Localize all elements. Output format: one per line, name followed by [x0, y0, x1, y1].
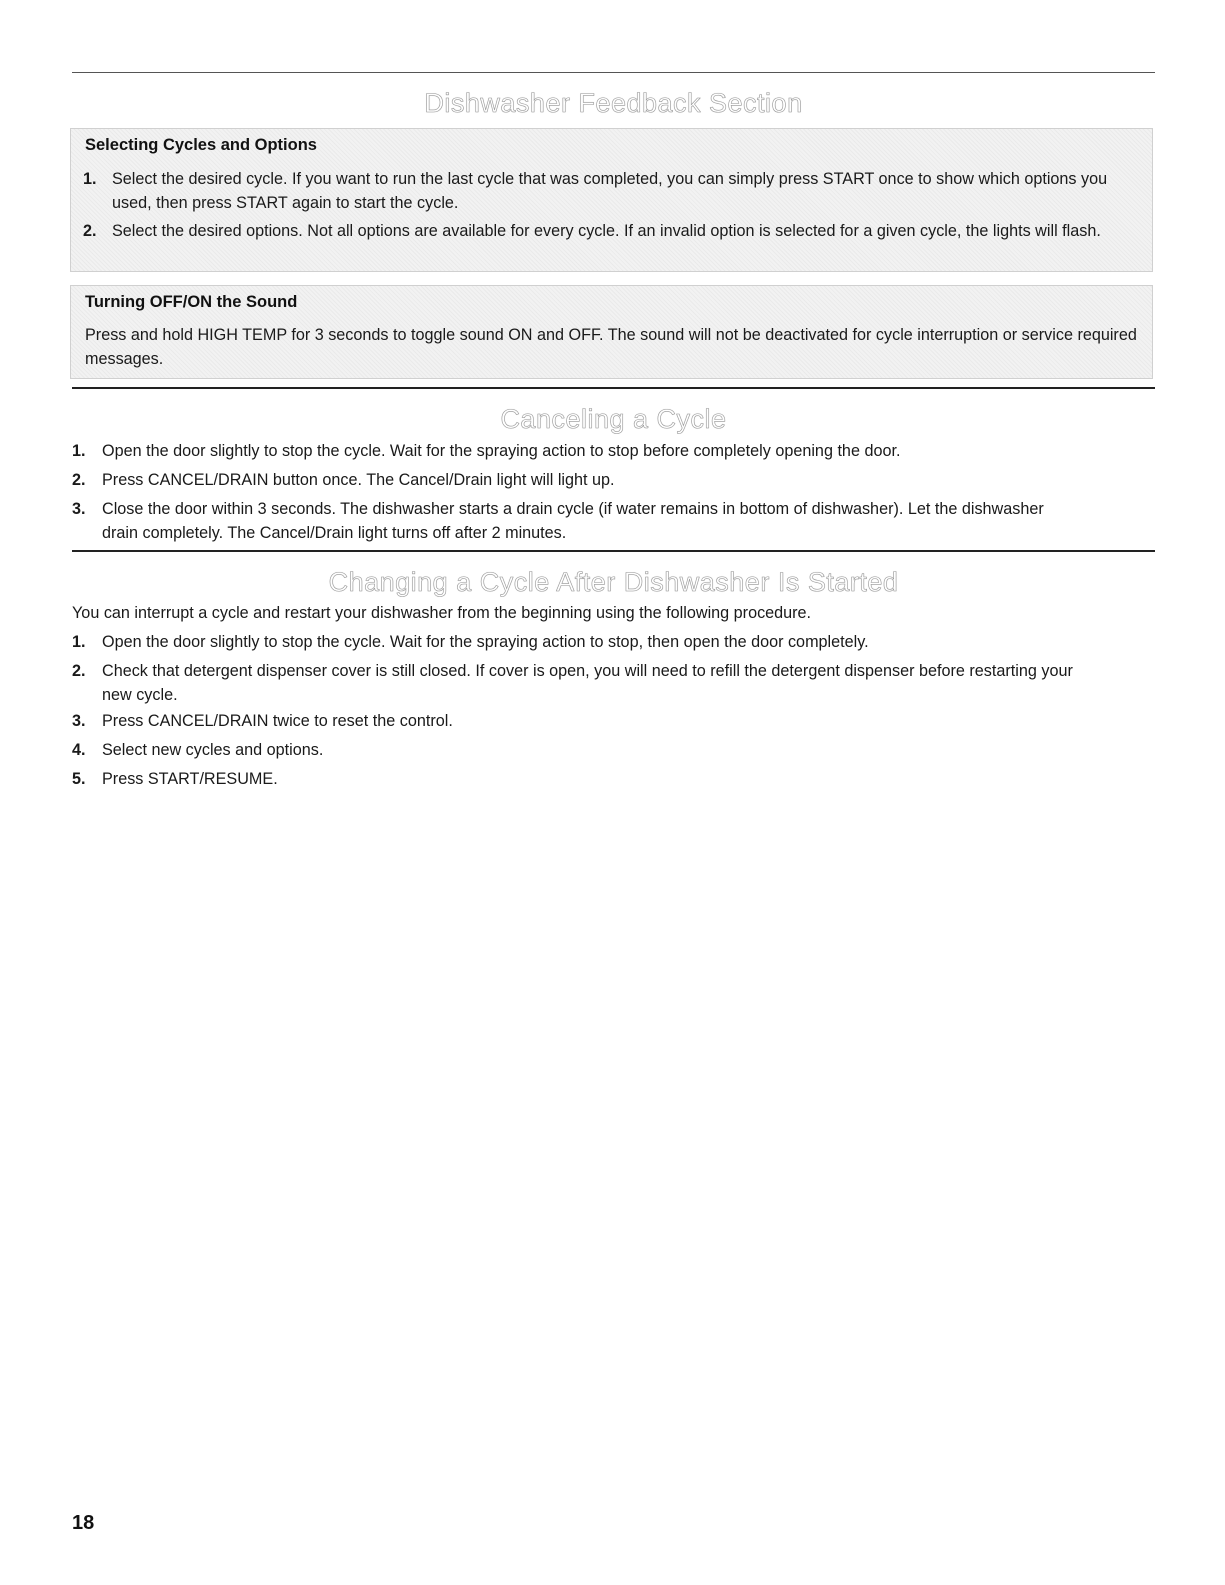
list-item-number: 1. [83, 170, 97, 188]
list-item [72, 468, 1147, 492]
list-item-number: 2. [72, 662, 86, 680]
section-rule [72, 550, 1155, 552]
list-item-number: 1. [72, 442, 86, 460]
list-item [72, 497, 1072, 545]
list-item-number: 4. [72, 741, 86, 759]
list-item [83, 167, 1143, 215]
list-item-number: 3. [72, 712, 86, 730]
sound-toggle-box [70, 285, 1153, 379]
list-item-text: Check that detergent dispenser cover is still closed. If cover is open, you will need to refill the detergent dispenser before restarting your new cycle. [102, 662, 1073, 704]
section-rule [72, 387, 1155, 389]
list-item-number: 1. [72, 633, 86, 651]
list-item [72, 439, 1147, 463]
list-item-text: Select the desired cycle. If you want to run the last cycle that was completed, you can simply press START once to show which options you used, then press START again to start the cycle. [112, 170, 1108, 212]
top-rule [72, 72, 1155, 73]
canceling-section-heading: Canceling a Cycle [500, 404, 727, 434]
page-number: 18 [72, 1512, 95, 1534]
list-item-number: 5. [72, 770, 86, 788]
feedback-section-heading: Dishwasher Feedback Section [424, 88, 803, 118]
changing-section-heading: Changing a Cycle After Dishwasher Is Started [328, 567, 899, 597]
list-item [72, 767, 1147, 791]
list-item [72, 738, 1147, 762]
changing-intro-text: You can interrupt a cycle and restart your dishwasher from the beginning using the following procedure. [72, 604, 812, 622]
list-item-text: Select new cycles and options. [102, 741, 324, 759]
list-item-number: 3. [72, 500, 86, 518]
selecting-cycles-title: Selecting Cycles and Options [85, 136, 317, 154]
list-item-text: Press START/RESUME. [102, 770, 278, 788]
list-item-text: Open the door slightly to stop the cycle. Wait for the spraying action to stop, then open the door completely. [102, 633, 869, 651]
sound-toggle-text: Press and hold HIGH TEMP for 3 seconds to toggle sound ON and OFF. The sound will not be deactivated for cycle interruption or service required messages. [85, 326, 1137, 368]
list-item [72, 709, 1147, 733]
list-item-text: Press CANCEL/DRAIN twice to reset the control. [102, 712, 453, 730]
selecting-cycles-box [70, 128, 1153, 272]
list-item-number: 2. [72, 471, 86, 489]
list-item [83, 219, 1143, 243]
list-item-text: Open the door slightly to stop the cycle. Wait for the spraying action to stop before completely opening the door. [102, 442, 901, 460]
list-item-number: 2. [83, 222, 97, 240]
sound-toggle-title: Turning OFF/ON the Sound [85, 293, 298, 311]
list-item-text: Close the door within 3 seconds. The dishwasher starts a drain cycle (if water remains in bottom of dishwasher). Let the dishwasher drain completely. The Cancel/Drain light turns off after 2 minutes. [102, 500, 1044, 542]
list-item-text: Select the desired options. Not all options are available for every cycle. If an invalid option is selected for a given cycle, the lights will flash. [112, 222, 1101, 240]
list-item-text: Press CANCEL/DRAIN button once. The Cancel/Drain light will light up. [102, 471, 615, 489]
list-item [72, 630, 1147, 654]
list-item [72, 659, 1097, 707]
